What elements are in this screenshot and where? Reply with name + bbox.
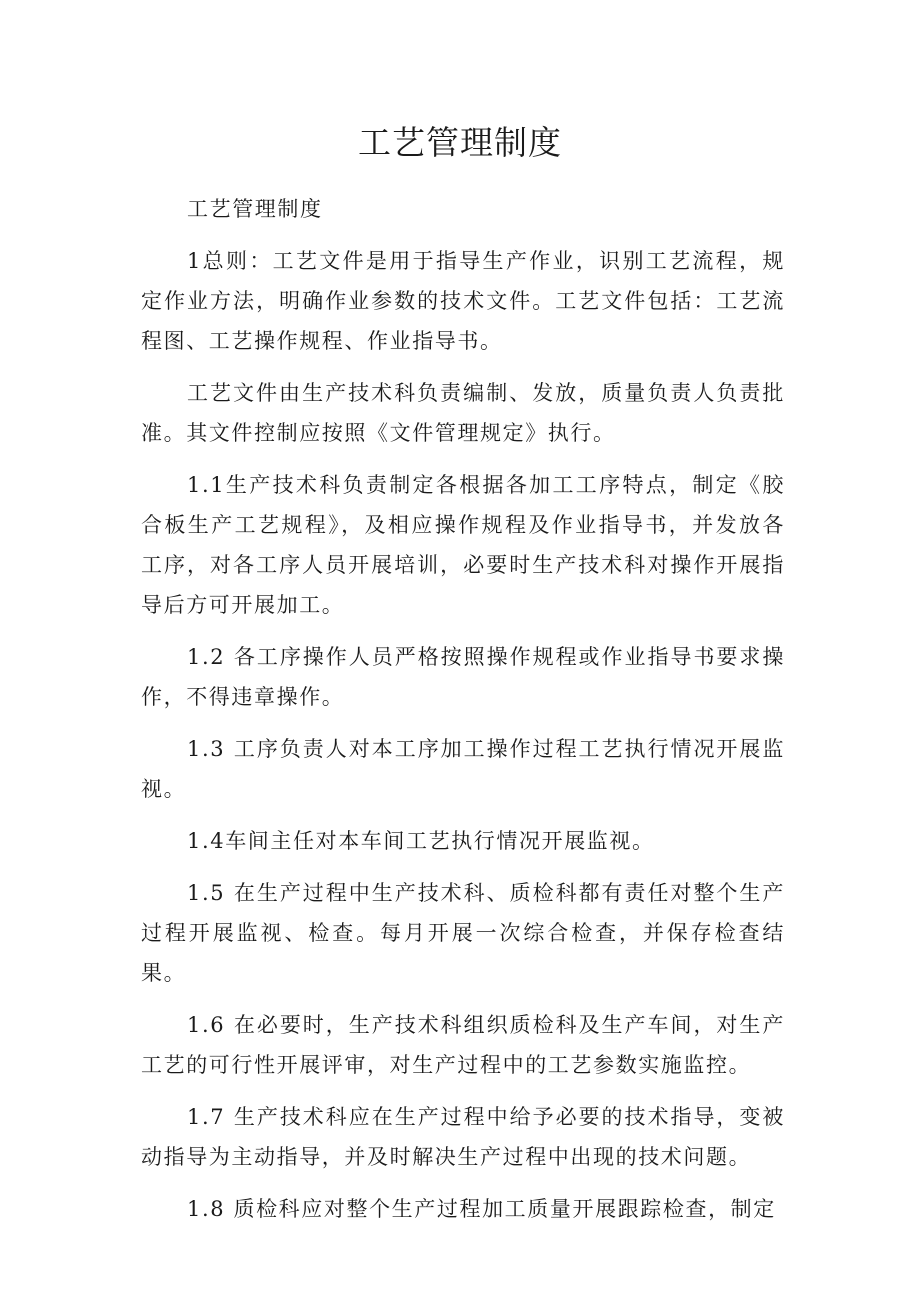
paragraph-1-4: 1.4车间主任对本车间工艺执行情况开展监视。 <box>187 829 655 853</box>
paragraph-1-8: 1.8 质检科应对整个生产过程加工质量开展跟踪检查，制定 <box>187 1197 776 1221</box>
paragraph-1-7: 1.7 生产技术科应在生产过程中给予必要的技术指导，变被动指导为主动指导，并及时解决生产过程中出现的技术问题。 <box>141 1105 785 1169</box>
document-body <box>141 189 785 1241</box>
paragraph-heading: 工艺管理制度 <box>187 197 323 221</box>
document-title: 工艺管理制度 <box>358 123 562 162</box>
paragraph-general-rules: 1总则：工艺文件是用于指导生产作业，识别工艺流程，规定作业方法，明确作业参数的技术文件。工艺文件包括：工艺流程图、工艺操作规程、作业指导书。 <box>141 249 785 353</box>
paragraph-1-1: 1.1生产技术科负责制定各根据各加工工序特点，制定《胶合板生产工艺规程》，及相应操作规程及作业指导书，并发放各工序，对各工序人员开展培训，必要时生产技术科对操作开展指导后方可开展加工。 <box>141 473 785 617</box>
paragraph-document-control: 工艺文件由生产技术科负责编制、发放，质量负责人负责批准。其文件控制应按照《文件管理规定》执行。 <box>141 381 785 445</box>
paragraph-1-5: 1.5 在生产过程中生产技术科、质检科都有责任对整个生产过程开展监视、检查。每月开展一次综合检查，并保存检查结果。 <box>141 881 785 985</box>
paragraph-1-2: 1.2 各工序操作人员严格按照操作规程或作业指导书要求操作，不得违章操作。 <box>141 645 785 709</box>
paragraph-1-6: 1.6 在必要时，生产技术科组织质检科及生产车间，对生产工艺的可行性开展评审，对生产过程中的工艺参数实施监控。 <box>141 1013 785 1077</box>
paragraph-1-3: 1.3 工序负责人对本工序加工操作过程工艺执行情况开展监视。 <box>141 737 785 801</box>
